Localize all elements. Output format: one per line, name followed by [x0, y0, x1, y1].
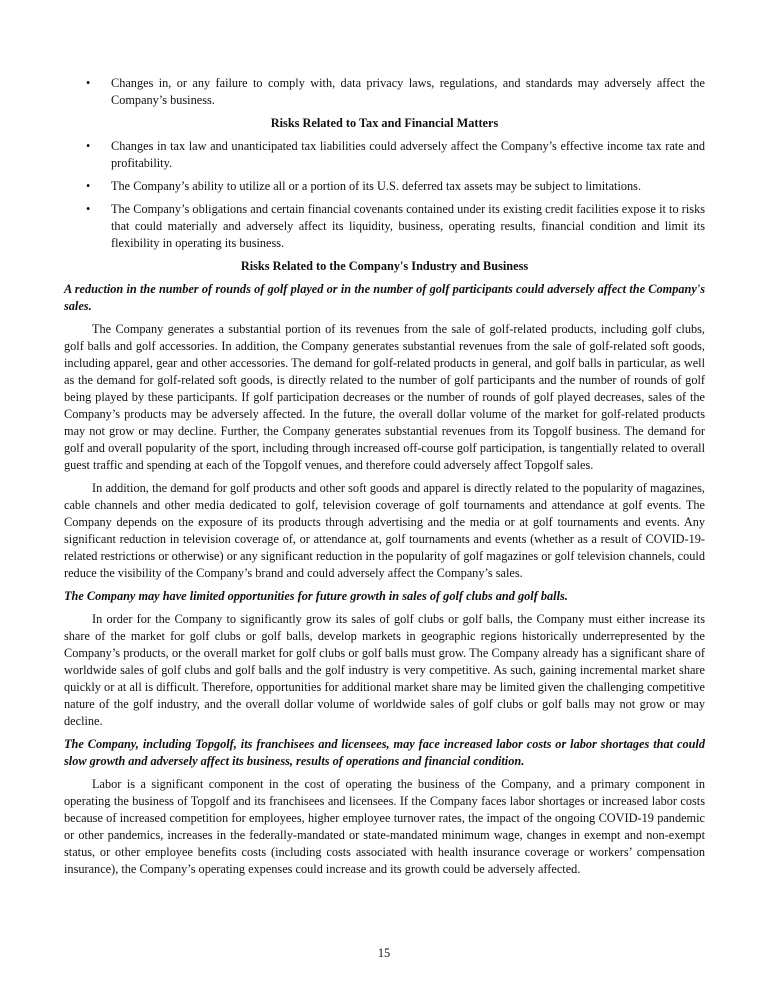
document-body [64, 75, 705, 884]
list-item [64, 138, 705, 172]
body-paragraph: In order for the Company to significantly grow its sales of golf clubs or golf balls, the Company must either increase its share of the market for golf clubs or golf balls, develop markets in geographic regions historically underrepresented by the Company’s products, or the overall market for golf clubs or golf balls must grow. The Company already has a significant share of worldwide sales of golf clubs and golf balls and the golf industry is very competitive. As such, gaining incremental market share quickly or at all is difficult. Therefore, opportunities for additional market share may be limited given the challenging competitive nature of the golf industry, and the overall dollar volume of worldwide sales of golf clubs or golf balls may not grow or may decline. [64, 612, 705, 728]
bullet-marker: • [86, 139, 91, 153]
risk-factor-title: A reduction in the number of rounds of golf played or in the number of golf participants could adversely affect the Company's sales. [64, 282, 705, 313]
bullet-text: Changes in tax law and unanticipated tax liabilities could adversely affect the Company’s effective income tax rate and profitability. [111, 139, 705, 170]
bullet-marker: • [86, 179, 91, 193]
section-heading-industry: Risks Related to the Company's Industry and Business [240, 259, 529, 273]
list-item [64, 178, 705, 195]
section-heading-tax: Risks Related to Tax and Financial Matters [270, 116, 499, 130]
body-paragraph: The Company generates a substantial portion of its revenues from the sale of golf-related products, including golf clubs, golf balls and golf accessories. In addition, the Company generates substantial revenues from the sale of golf-related soft goods, including apparel, gear and other accessories. The demand for golf-related products in general, and golf balls in particular, as well as the demand for golf-related soft goods, is directly related to the number of golf participants and the number of rounds of golf being played by these participants. If golf participation decreases or the number of rounds of golf played decreases, sales of the Company’s products may be adversely affected. In the future, the overall dollar volume of the market for golf-related products may not grow or may decline. Further, the Company generates substantial revenues from its Topgolf business. The demand for golf and overall popularity of the sport, including through increased off-course golf participation, is tangentially related to overall guest traffic and spending at each of the Topgolf venues, and therefore could adversely affect Topgolf sales. [64, 322, 705, 472]
list-item [64, 75, 705, 109]
list-item [64, 201, 705, 252]
bullet-marker: • [86, 76, 91, 90]
risk-factor-title: The Company may have limited opportunities for future growth in sales of golf clubs and golf balls. [64, 589, 568, 603]
bullet-text: The Company’s obligations and certain financial covenants contained under its existing credit facilities expose it to risks that could materially and adversely affect its liquidity, business, operating results, financial condition and limit its flexibility in operating its business. [111, 202, 705, 250]
bullet-marker: • [86, 202, 91, 216]
page-number: 15 [377, 946, 391, 960]
risk-factor-title: The Company, including Topgolf, its franchisees and licensees, may face increased labor costs or labor shortages that could slow growth and adversely affect its business, results of operations and financial condition. [64, 737, 705, 768]
bullet-text: The Company’s ability to utilize all or a portion of its U.S. deferred tax assets may be subject to limitations. [111, 179, 642, 193]
bullet-text: Changes in, or any failure to comply with, data privacy laws, regulations, and standards may adversely affect the Company’s business. [111, 76, 705, 107]
body-paragraph: Labor is a significant component in the cost of operating the business of the Company, and a primary component in operating the business of Topgolf and its franchisees and licensees. If the Company faces labor shortages or increased labor costs because of increased competition for employees, higher employee turnover rates, the impact of the ongoing COVID-19 pandemic or other pandemics, increases in the federally-mandated or state-mandated minimum wage, changes in exempt and non-exempt status, or other employee benefits costs (including costs associated with health insurance coverage or workers’ compensation insurance), the Company’s operating expenses could increase and its growth could be adversely affected. [64, 777, 705, 876]
body-paragraph: In addition, the demand for golf products and other soft goods and apparel is directly related to the popularity of magazines, cable channels and other media dedicated to golf, television coverage of golf tournaments and attendance at golf events. The Company depends on the exposure of its products through advertising and the media or at golf tournaments and events. Any significant reduction in television coverage of, or attendance at, golf tournaments and events (whether as a result of COVID-19-related restrictions or otherwise) or any significant reduction in the popularity of golf magazines or golf television channels, could reduce the visibility of the Company’s brand and could adversely affect the Company’s sales. [64, 481, 705, 580]
